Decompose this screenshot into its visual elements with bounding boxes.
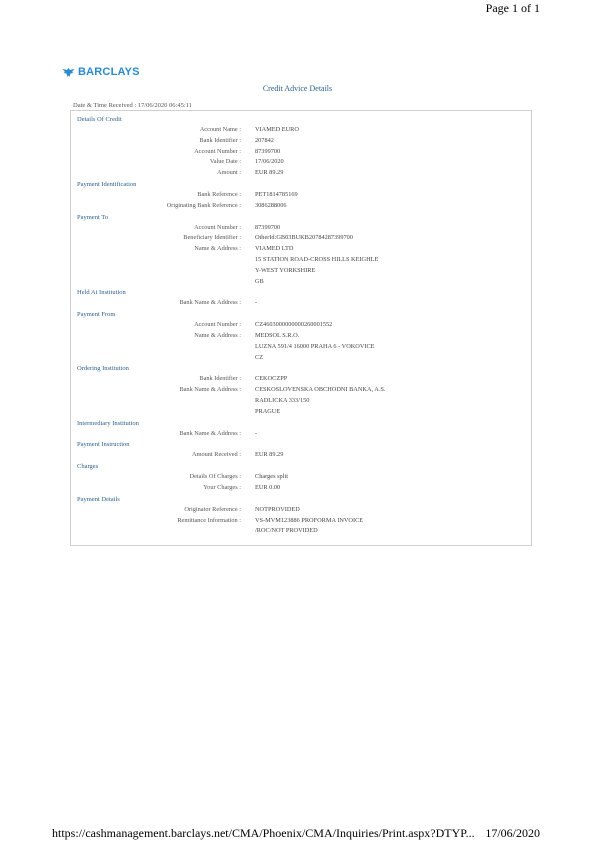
field-value: VS-MVM123886 PROFORMA INVOICE (255, 516, 364, 524)
field-value: 87399700 (255, 223, 281, 231)
field-label: Beneficiary Identifier : (183, 234, 241, 242)
field-row (71, 223, 531, 234)
field-value: 87399700 (255, 147, 281, 155)
field-value: NOTPROVIDED (255, 505, 300, 513)
field-label: Account Name : (199, 126, 241, 133)
brand-name: BARCLAYS (78, 66, 140, 78)
field-row (71, 298, 531, 309)
field-value: PET1814785169 (255, 190, 298, 198)
field-value: LUZNA 591/4 16000 PRAHA 6 - VOKOVICE (255, 342, 375, 350)
field-row (71, 385, 531, 396)
field-value: EUR 0.00 (255, 483, 281, 491)
field-label: Value Date : (209, 158, 241, 166)
field-value: CZ (255, 353, 264, 361)
field-label: Originator Reference : (184, 505, 241, 513)
field-row (71, 526, 531, 537)
section-heading: Payment To (77, 213, 109, 221)
field-value: 207842 (255, 136, 274, 144)
field-value: OtherId:GB03BUKB20784287399700 (255, 234, 353, 242)
section-heading: Held At Institution (77, 289, 126, 297)
field-value: EUR 89.29 (255, 451, 284, 459)
field-value: 15 STATION ROAD-CROSS HILLS KEIGHLE (255, 255, 379, 263)
section-heading: Charges (77, 463, 99, 471)
field-label (71, 277, 241, 288)
section-heading: Payment From (77, 311, 116, 319)
details-rows (71, 114, 531, 537)
field-row (71, 483, 531, 494)
field-row (71, 450, 531, 461)
field-row (71, 331, 531, 342)
field-row (71, 147, 531, 158)
field-label (71, 342, 241, 353)
field-label: Bank Reference : (197, 190, 241, 198)
field-label: Account Number : (194, 321, 241, 329)
field-row (71, 320, 531, 331)
field-row (71, 407, 531, 418)
page-number: Page 1 of 1 (485, 1, 540, 15)
field-value: Y-WEST YORKSHIRE (255, 266, 316, 274)
field-label (71, 353, 241, 364)
field-value: MEDSOL S.R.O. (255, 331, 300, 339)
field-row (71, 136, 531, 147)
field-row (71, 396, 531, 407)
field-value: PRAGUE (255, 407, 281, 415)
footer-url: https://cashmanagement.barclays.net/CMA/Phoenix/CMA/Inquiries/Print.aspx?DTYP... (52, 826, 475, 840)
field-value: Charges split (255, 473, 288, 481)
barclays-logo (62, 66, 140, 78)
field-row (71, 255, 531, 266)
field-label: Bank Name & Address : (179, 299, 241, 307)
field-value: - (255, 299, 258, 307)
field-row (71, 125, 531, 136)
field-row (71, 277, 531, 288)
field-row (71, 190, 531, 201)
field-label: Bank Name & Address : (179, 386, 241, 394)
field-value: /ROC/NOT PROVIDED (255, 527, 318, 535)
field-label (71, 255, 241, 266)
field-label (71, 266, 241, 277)
field-value: RADLICKA 333/150 (255, 396, 310, 404)
field-label: Details Of Charges : (189, 473, 241, 481)
field-value: CESKOSLOVENSKA OBCHODNI BANKA, A.S. (255, 386, 386, 394)
field-value: 17/06/2020 (255, 158, 284, 166)
eagle-icon (62, 67, 75, 78)
field-label: Your Charges : (203, 483, 241, 491)
field-label: Amount : (217, 169, 241, 177)
field-row (71, 374, 531, 385)
field-label: Name & Address : (194, 331, 241, 339)
field-row (71, 201, 531, 212)
field-label (71, 407, 241, 418)
field-row (71, 157, 531, 168)
section-heading: Payment Identification (77, 180, 137, 188)
field-row (71, 429, 531, 440)
field-label (71, 396, 241, 407)
field-row (71, 353, 531, 364)
field-value: - (255, 429, 258, 437)
field-row (71, 516, 531, 527)
field-value: EUR 89.29 (255, 169, 284, 177)
section-heading: Payment Details (77, 495, 120, 503)
document-title-text: Credit Advice Details (262, 84, 333, 93)
field-label: Account Number : (194, 147, 241, 155)
field-label: Remittance Information : (177, 516, 241, 524)
field-row (71, 342, 531, 353)
field-label: Originating Bank Reference : (166, 201, 241, 209)
field-row (71, 244, 531, 255)
field-value: CZ4603000000000260001552 (255, 321, 333, 329)
received-timestamp: Date & Time Received : 17/06/2020 06:45:11 (73, 102, 192, 109)
field-row (71, 233, 531, 244)
field-label: Amount Received : (192, 451, 241, 459)
field-label: Name & Address : (194, 245, 241, 253)
field-label (71, 526, 241, 537)
field-value: VIAMED EURO (255, 126, 299, 133)
field-row (71, 472, 531, 483)
field-label: Bank Identifier : (199, 375, 241, 383)
section-heading: Payment Instruction (77, 441, 130, 449)
field-label: Bank Name & Address : (179, 429, 241, 437)
field-row (71, 505, 531, 516)
document-title (0, 84, 595, 93)
footer-date: 17/06/2020 (485, 826, 540, 840)
field-label: Bank Identifier : (199, 136, 241, 144)
field-row (71, 168, 531, 179)
field-value: 3086288006 (255, 201, 287, 209)
field-row (71, 266, 531, 277)
section-heading: Details Of Credit (77, 116, 122, 123)
field-value: VIAMED LTD (255, 245, 294, 253)
field-label: Account Number : (194, 223, 241, 231)
credit-details-panel (70, 110, 532, 546)
section-heading: Ordering Institution (77, 365, 129, 373)
field-value: GB (255, 277, 264, 285)
section-heading: Intermediary Institution (77, 419, 139, 427)
field-value: CEKOCZPP (255, 375, 288, 383)
